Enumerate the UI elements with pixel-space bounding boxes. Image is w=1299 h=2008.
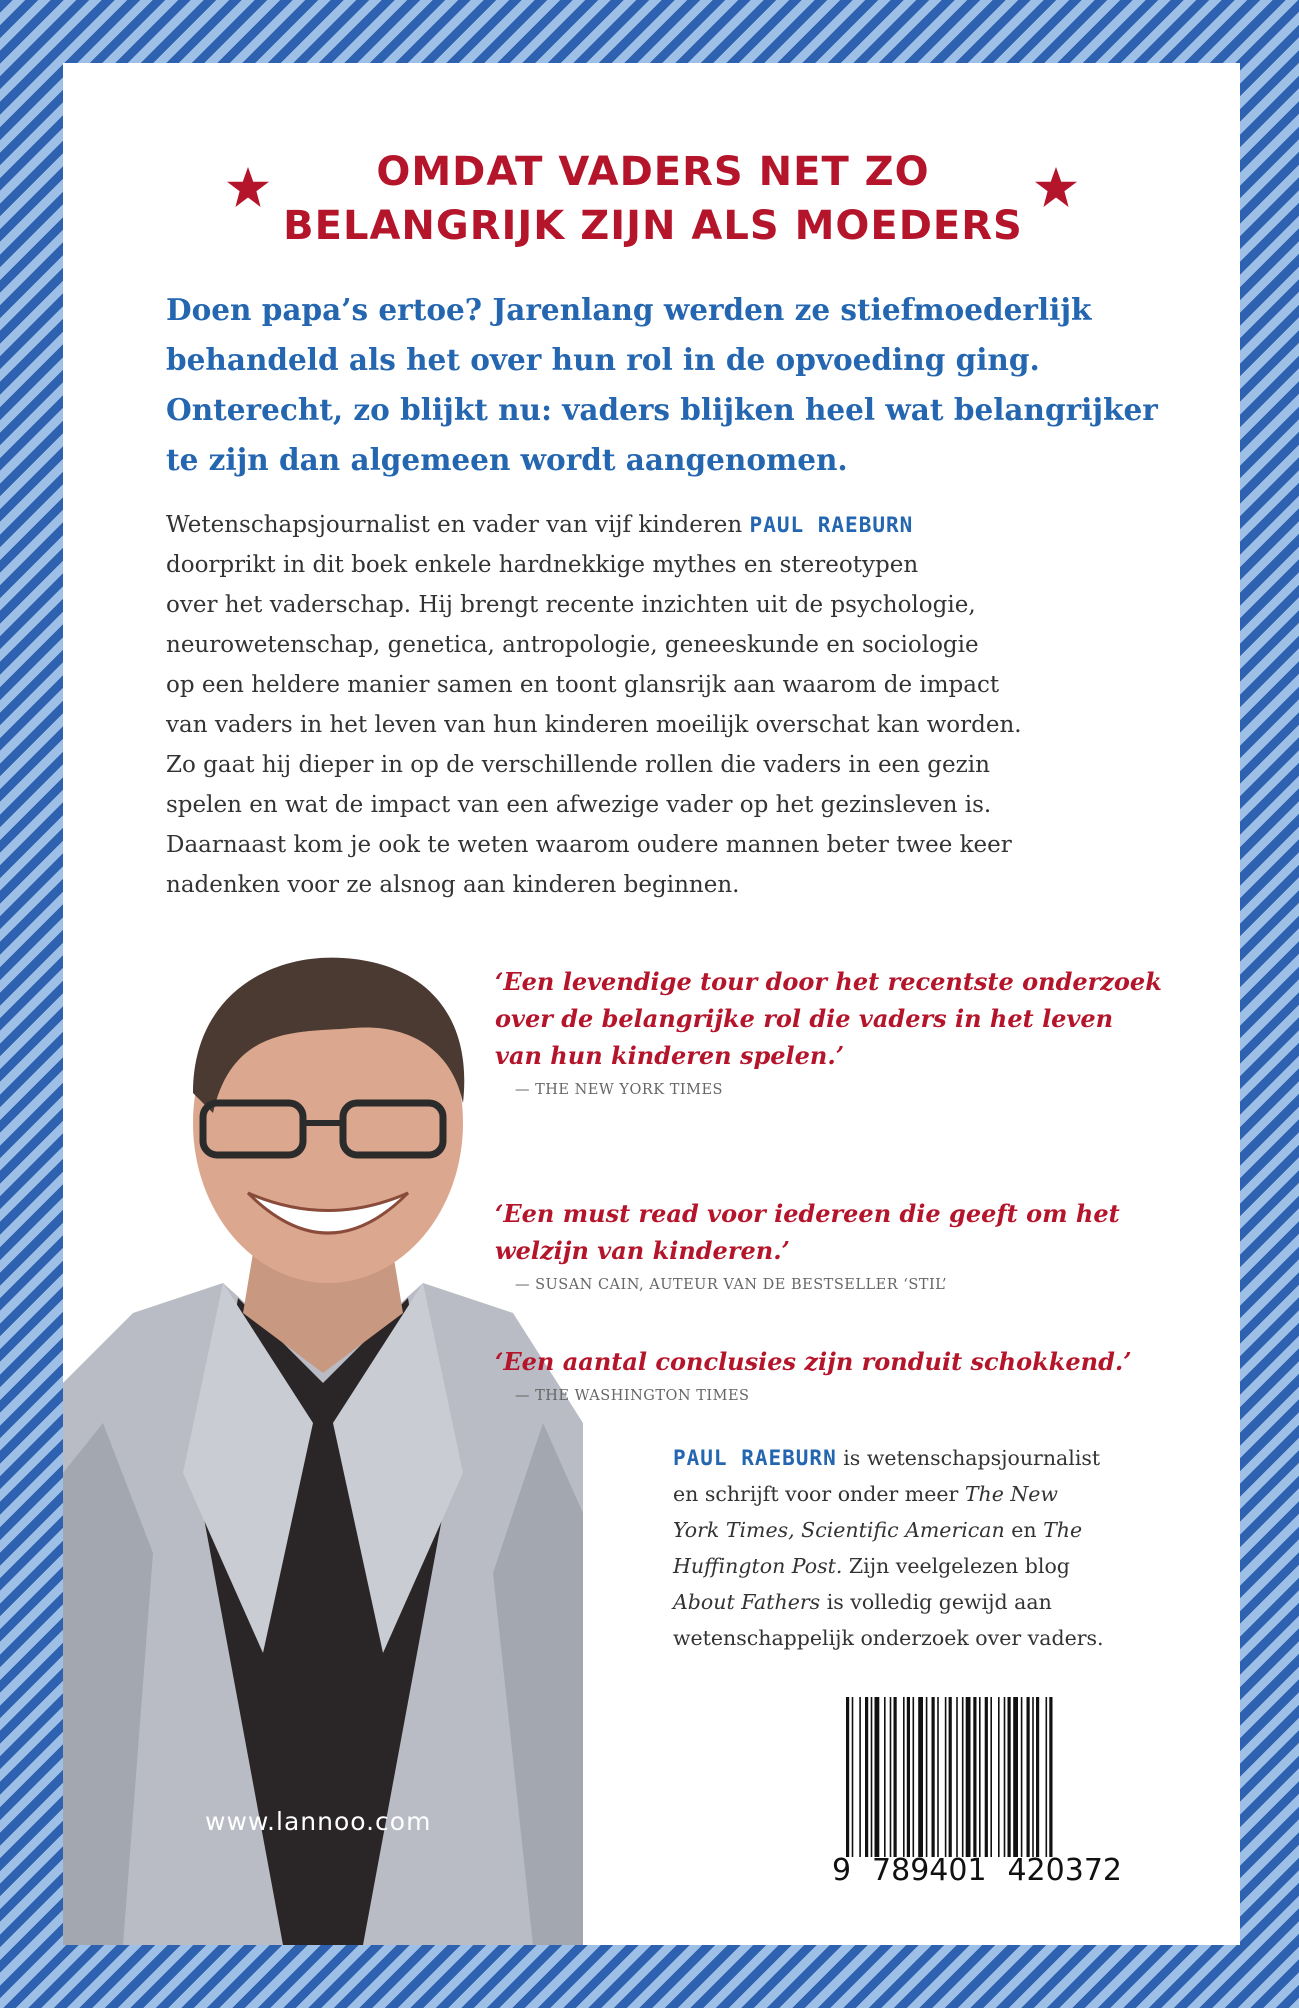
description-line: neurowetenschap, genetica, antropologie, geneeskunde en sociologie bbox=[166, 632, 979, 658]
barcode-bar bbox=[937, 1697, 939, 1857]
quote-line: ‘Een must read voor iedereen die geeft om het bbox=[495, 1199, 1120, 1228]
quote-attribution: — THE NEW YORK TIMES bbox=[515, 1082, 723, 1098]
quote-line: welzijn van kinderen.’ bbox=[495, 1236, 790, 1265]
review-quote-2 bbox=[495, 1195, 1120, 1293]
barcode-bar bbox=[884, 1697, 886, 1857]
barcode-bar bbox=[875, 1697, 880, 1857]
isbn-digit-group: 789401 bbox=[872, 1853, 987, 1888]
bio-publication: York Times, Scientific American bbox=[673, 1518, 1005, 1542]
website-url: www.lannoo.com bbox=[205, 1807, 432, 1836]
intro-paragraph bbox=[166, 285, 1186, 485]
intro-line: behandeld als het over hun rol in de opvoeding ging. bbox=[166, 342, 1040, 377]
bio-line bbox=[673, 1440, 1233, 1476]
quote-line: ‘Een levendige tour door het recentste onderzoek bbox=[495, 967, 1162, 996]
bio-text: is wetenschapsjournalist bbox=[836, 1446, 1101, 1470]
barcode-bar bbox=[1049, 1697, 1052, 1857]
barcode-bar bbox=[1004, 1697, 1006, 1857]
barcode-bar bbox=[852, 1697, 854, 1857]
barcode-bar bbox=[890, 1697, 892, 1857]
barcode-bar bbox=[966, 1697, 971, 1857]
review-quote-3 bbox=[495, 1343, 1132, 1404]
description-line: Zo gaat hij dieper in op de verschillende rollen die vaders in een gezin bbox=[166, 752, 990, 778]
back-cover-panel bbox=[63, 63, 1240, 1945]
intro-line: Doen papa’s ertoe? Jarenlang werden ze stiefmoederlijk bbox=[166, 292, 1092, 327]
author-name: PAUL RAEBURN bbox=[749, 513, 914, 537]
bio-line bbox=[673, 1476, 1233, 1512]
quote-attribution: — THE WASHINGTON TIMES bbox=[515, 1388, 750, 1404]
barcode-bar bbox=[956, 1697, 958, 1857]
description-line-1 bbox=[166, 505, 1196, 545]
description-text: Wetenschapsjournalist en vader van vijf kinderen bbox=[166, 512, 750, 538]
review-quote-1 bbox=[495, 963, 1162, 1098]
bio-text: is volledig gewijd aan bbox=[820, 1590, 1052, 1614]
isbn-digit-group: 420372 bbox=[1007, 1853, 1122, 1888]
quote-line: van hun kinderen spelen.’ bbox=[495, 1041, 845, 1070]
barcode-bar bbox=[945, 1697, 947, 1857]
bio-line: wetenschappelijk onderzoek over vaders. bbox=[673, 1626, 1104, 1650]
description-paragraph bbox=[166, 505, 1196, 905]
barcode-bar bbox=[918, 1697, 923, 1857]
bio-line bbox=[673, 1584, 1233, 1620]
barcode-bar bbox=[1027, 1697, 1030, 1857]
description-line: Daarnaast kom je ook te weten waarom oudere mannen beter twee keer bbox=[166, 832, 1012, 858]
barcode-bar bbox=[846, 1697, 849, 1857]
barcode-bar bbox=[985, 1697, 988, 1857]
author-photo bbox=[63, 953, 583, 1945]
barcode-bar bbox=[926, 1697, 928, 1857]
barcode-bar bbox=[1046, 1697, 1048, 1857]
bio-text: Zijn veelgelezen blog bbox=[842, 1554, 1070, 1578]
headline-line-2: BELANGRIJK ZIJN ALS MOEDERS bbox=[283, 203, 1023, 249]
quote-text bbox=[495, 1195, 1120, 1269]
bio-publication: Huffington Post. bbox=[673, 1554, 843, 1578]
headline bbox=[243, 145, 1063, 253]
intro-line: Onterecht, zo blijkt nu: vaders blijken heel wat belangrijker bbox=[166, 392, 1158, 427]
isbn-number bbox=[832, 1853, 1122, 1888]
quote-line: over de belangrijke rol die vaders in het leven bbox=[495, 1004, 1114, 1033]
bio-author-name: PAUL RAEBURN bbox=[673, 1446, 837, 1470]
isbn-digit-group: 9 bbox=[832, 1853, 852, 1888]
barcode-bar bbox=[903, 1697, 905, 1857]
barcode-bar bbox=[962, 1697, 964, 1857]
description-line: van vaders in het leven van hun kinderen moeilijk overschat kan worden. bbox=[166, 712, 1022, 738]
bio-line bbox=[673, 1548, 1233, 1584]
quote-text bbox=[495, 1343, 1132, 1380]
barcode-bar bbox=[865, 1697, 868, 1857]
barcode-bar bbox=[859, 1697, 861, 1857]
intro-line: te zijn dan algemeen wordt aangenomen. bbox=[166, 442, 848, 477]
barcode-bar bbox=[979, 1697, 981, 1857]
barcode-bar bbox=[990, 1697, 992, 1857]
barcode-bar bbox=[932, 1697, 935, 1857]
barcode-bar bbox=[1008, 1697, 1011, 1857]
headline-line-1: OMDAT VADERS NET ZO bbox=[376, 149, 930, 195]
barcode-bar bbox=[1021, 1697, 1023, 1857]
description-line: over het vaderschap. Hij brengt recente inzichten uit de psychologie, bbox=[166, 592, 976, 618]
quote-text bbox=[495, 963, 1162, 1074]
barcode-bar bbox=[907, 1697, 910, 1857]
barcode-bar bbox=[973, 1697, 976, 1857]
barcode-bar bbox=[998, 1697, 1000, 1857]
barcode-bar bbox=[949, 1697, 952, 1857]
description-line: op een heldere manier samen en toont glansrijk aan waarom de impact bbox=[166, 672, 1000, 698]
author-bio bbox=[673, 1440, 1233, 1656]
barcode-bar bbox=[1032, 1697, 1034, 1857]
bio-publication: The New bbox=[964, 1482, 1058, 1506]
barcode-bar bbox=[1036, 1697, 1039, 1857]
barcode-bar bbox=[894, 1697, 897, 1857]
description-line: spelen en wat de impact van een afwezige vader op het gezinsleven is. bbox=[166, 792, 992, 818]
quote-attribution: — SUSAN CAIN, AUTEUR VAN DE BESTSELLER ‘STIL’ bbox=[515, 1277, 947, 1293]
bio-text: en bbox=[1004, 1518, 1044, 1542]
barcode-bar bbox=[1013, 1697, 1018, 1857]
bio-line bbox=[673, 1512, 1233, 1548]
bio-publication: The bbox=[1043, 1518, 1083, 1542]
barcode-bar bbox=[913, 1697, 915, 1857]
bio-blog-name: About Fathers bbox=[673, 1590, 821, 1614]
description-line: nadenken voor ze alsnog aan kinderen beginnen. bbox=[166, 872, 740, 898]
barcode-bar bbox=[871, 1697, 873, 1857]
quote-line: ‘Een aantal conclusies zijn ronduit schokkend.’ bbox=[495, 1347, 1132, 1376]
bio-text: en schrijft voor onder meer bbox=[673, 1482, 965, 1506]
description-line: doorprikt in dit boek enkele hardnekkige mythes en stereotypen bbox=[166, 552, 919, 578]
